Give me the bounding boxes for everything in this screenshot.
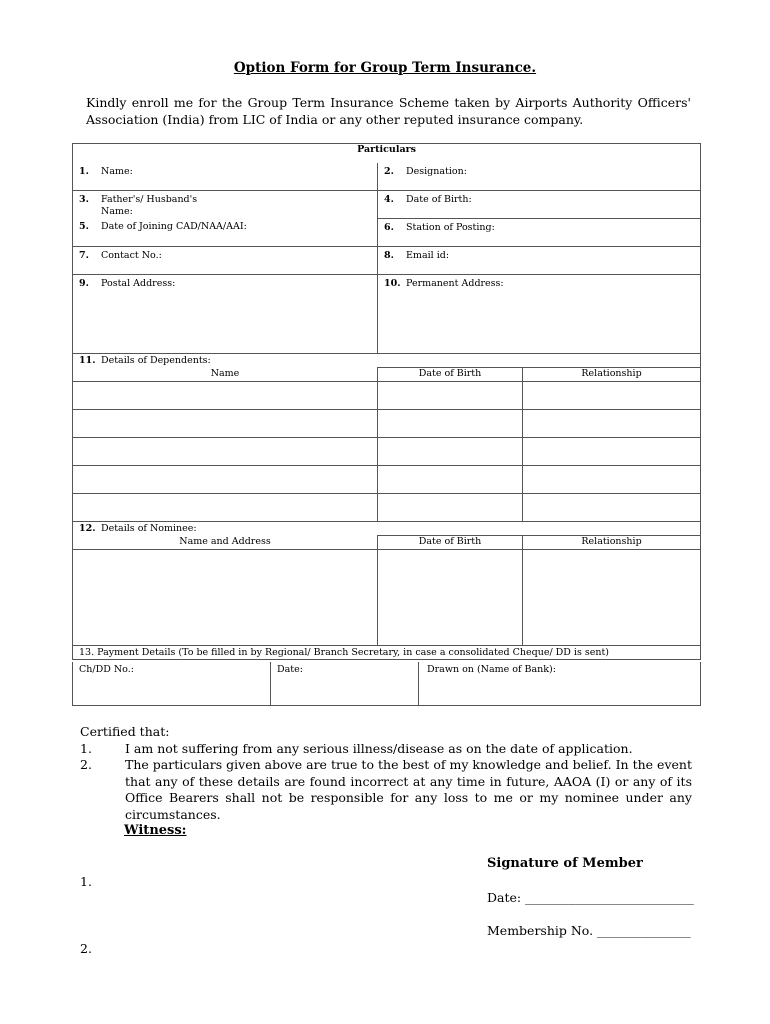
nominee-name-address-cell[interactable] [73, 550, 378, 646]
field-label: Contact No.: [101, 250, 162, 261]
certification-item [80, 757, 692, 823]
signature-label: Signature of Member [487, 856, 643, 871]
dependent-dob-cell[interactable] [378, 494, 523, 522]
field-num: 6. [384, 222, 394, 233]
dependent-row [73, 466, 701, 494]
field-num: 4. [384, 194, 394, 205]
field-label: Designation: [406, 165, 467, 177]
field-num: 5. [79, 220, 89, 232]
dependent-name-cell[interactable] [73, 382, 378, 410]
dependents-col-dob: Date of Birth [378, 368, 523, 382]
field-label: Station of Posting: [406, 222, 495, 233]
witness-heading: Witness: [124, 823, 187, 838]
witness-line-1[interactable]: 1. [80, 874, 92, 889]
payment-table [72, 662, 701, 706]
field-postal-address[interactable] [73, 275, 378, 354]
field-station-of-posting[interactable] [378, 219, 701, 247]
particulars-table [72, 143, 701, 660]
dependent-row [73, 494, 701, 522]
dependents-col-name: Name [73, 368, 378, 382]
field-contact-no[interactable] [73, 247, 378, 275]
payment-heading: 13. Payment Details (To be filled in by Regional/ Branch Secretary, in case a consolidated Cheque/ DD is sent) [73, 646, 701, 660]
payment-chdd-label: Ch/DD No.: [79, 664, 134, 675]
intro-paragraph: Kindly enroll me for the Group Term Insurance Scheme taken by Airports Authority Officers' Association (India) from LIC of India or any other reputed insurance company. [86, 95, 691, 127]
dependent-name-cell[interactable] [73, 438, 378, 466]
membership-no-field[interactable]: Membership No. _______________ [487, 923, 691, 938]
certification-block [80, 724, 692, 823]
field-num: 1. [79, 165, 89, 177]
certification-item-num: 1. [80, 740, 92, 756]
dependent-dob-cell[interactable] [378, 382, 523, 410]
form-title: Option Form for Group Term Insurance. [233, 60, 537, 76]
field-father-husband-name[interactable] [73, 191, 378, 219]
field-num: 12. [79, 523, 96, 534]
dependent-relationship-cell[interactable] [523, 466, 701, 494]
payment-bank-cell[interactable] [419, 662, 701, 705]
dependent-dob-cell[interactable] [378, 438, 523, 466]
field-num: 7. [79, 250, 89, 261]
certification-item-num: 2. [80, 757, 92, 772]
dependent-relationship-cell[interactable] [523, 438, 701, 466]
certification-item [80, 741, 692, 758]
nominee-col-dob: Date of Birth [378, 536, 523, 550]
particulars-heading: Particulars [73, 144, 701, 163]
dependent-dob-cell[interactable] [378, 410, 523, 438]
nominee-row [73, 550, 701, 646]
field-num: 10. [384, 278, 401, 289]
nominee-col-name-address: Name and Address [73, 536, 378, 550]
field-designation[interactable] [378, 163, 701, 191]
field-label: Email id: [406, 250, 450, 261]
field-label: Details of Dependents: [101, 355, 211, 366]
dependent-name-cell[interactable] [73, 466, 378, 494]
dependent-row [73, 410, 701, 438]
dependent-name-cell[interactable] [73, 494, 378, 522]
dependent-relationship-cell[interactable] [523, 494, 701, 522]
field-label: Permanent Address: [406, 278, 504, 289]
certification-heading: Certified that: [80, 724, 170, 739]
nominee-col-relationship: Relationship [523, 536, 701, 550]
signature-date-field[interactable]: Date: ___________________________ [487, 890, 694, 905]
field-num: 3. [79, 194, 89, 205]
payment-date-cell[interactable] [271, 662, 419, 705]
field-num: 9. [79, 278, 89, 289]
field-label: Father's/ Husband's Name: [101, 194, 198, 217]
field-label: Name: [101, 165, 133, 177]
payment-bank-label: Drawn on (Name of Bank): [427, 664, 556, 675]
field-num: 11. [79, 355, 96, 366]
dependent-row [73, 438, 701, 466]
dependent-dob-cell[interactable] [378, 466, 523, 494]
certification-item-text: The particulars given above are true to the best of my knowledge and belief. In the event that any of these details are found incorrect at any time in future, AAOA (I) or any of its Office Bearers shall not be responsible for any loss to me or my nominee under any circumstances. [125, 757, 692, 822]
field-num: 8. [384, 250, 394, 261]
field-date-of-birth[interactable] [378, 191, 701, 219]
dependent-relationship-cell[interactable] [523, 382, 701, 410]
field-label: Details of Nominee: [101, 523, 197, 534]
field-num: 2. [384, 165, 394, 177]
dependent-row [73, 382, 701, 410]
nominee-dob-cell[interactable] [378, 550, 523, 646]
dependents-heading [73, 354, 701, 368]
field-name[interactable] [73, 163, 378, 191]
payment-chdd-cell[interactable] [73, 662, 271, 705]
nominee-relationship-cell[interactable] [523, 550, 701, 646]
field-email-id[interactable] [378, 247, 701, 275]
certification-list [80, 741, 692, 824]
field-date-of-joining[interactable] [73, 219, 378, 247]
dependent-name-cell[interactable] [73, 410, 378, 438]
field-label: Postal Address: [101, 278, 176, 289]
certification-item-text: I am not suffering from any serious illness/disease as on the date of application. [125, 740, 633, 756]
field-label: Date of Joining CAD/NAA/AAI: [101, 220, 247, 232]
field-permanent-address[interactable] [378, 275, 701, 354]
dependent-relationship-cell[interactable] [523, 410, 701, 438]
payment-date-label: Date: [277, 664, 303, 675]
dependents-col-relationship: Relationship [523, 368, 701, 382]
field-label: Date of Birth: [406, 194, 472, 205]
nominee-heading [73, 522, 701, 536]
witness-line-2[interactable]: 2. [80, 941, 92, 956]
